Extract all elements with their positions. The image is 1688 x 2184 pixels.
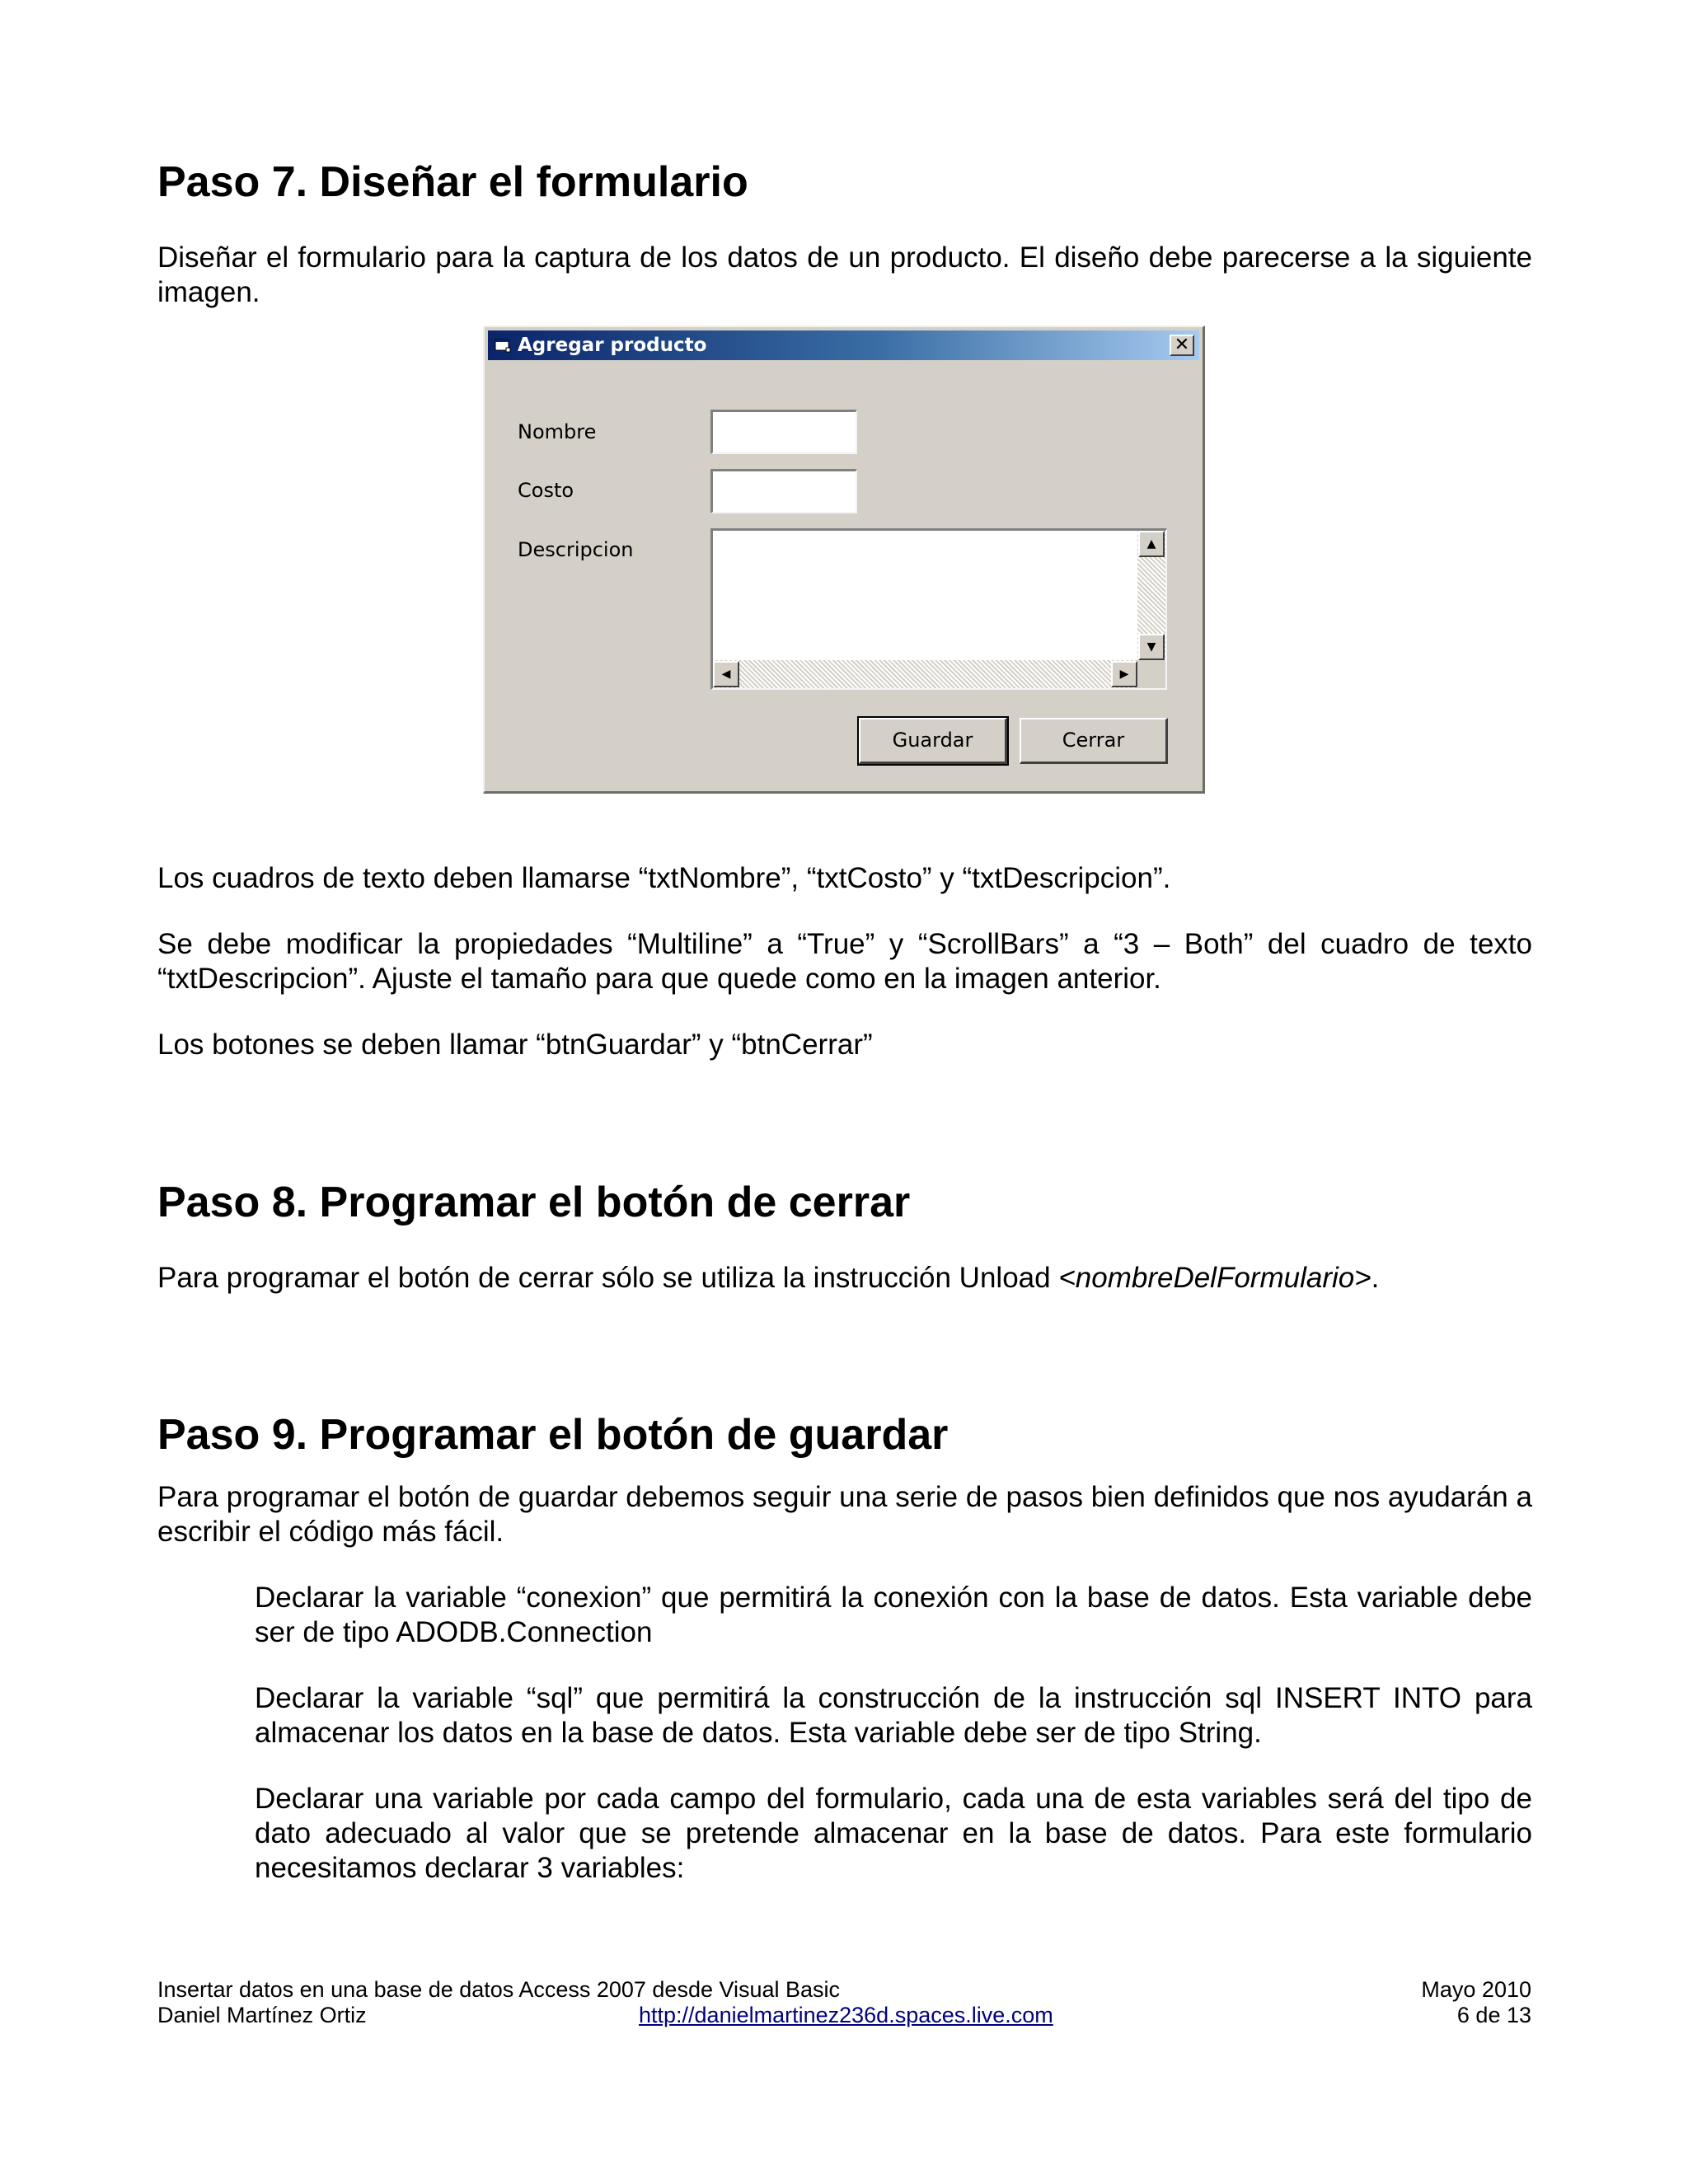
vertical-scrollbar[interactable]	[1137, 531, 1165, 660]
section-7-heading: Paso 7. Diseñar el formulario	[157, 158, 748, 206]
section-9-heading: Paso 9. Programar el botón de guardar	[157, 1411, 949, 1459]
section-8-text-end: .	[1371, 1262, 1380, 1294]
section-9-step-3: Declarar una variable por cada campo del formulario, cada una de esta variables será del tipo de dato adecuado al valor que se pretende almacenar en la base de datos. Para este formulario necesitamos declarar 3 variables:	[255, 1783, 1532, 1884]
footer-page-number: 6 de 13	[1456, 2003, 1531, 2027]
section-8-text: Para programar el botón de cerrar sólo se utiliza la instrucción Unload	[157, 1262, 1059, 1294]
horizontal-scrollbar[interactable]	[713, 660, 1137, 688]
close-icon[interactable]: ✕	[1170, 335, 1194, 356]
section-8-paragraph	[157, 1261, 1532, 1296]
section-8-heading: Paso 8. Programar el botón de cerrar	[157, 1179, 911, 1226]
section-9-step-2: Declarar la variable “sql” que permitirá la construcción de la instrucción sql INSERT INTO para almacenar los datos en la base de datos. Esta variable debe ser de tipo String.	[255, 1682, 1532, 1749]
section-7-paragraph-1: Los cuadros de texto deben llamarse “txtNombre”, “txtCosto” y “txtDescripcion”.	[157, 862, 1171, 894]
label-descripcion: Descripcion	[518, 538, 634, 561]
form-title: Agregar producto	[518, 335, 707, 356]
footer-date: Mayo 2010	[1421, 1977, 1531, 2002]
scroll-right-icon[interactable]: ▶	[1111, 661, 1137, 687]
cerrar-button[interactable]: Cerrar	[1020, 718, 1168, 764]
section-9-intro: Para programar el botón de guardar debemos seguir una serie de pasos bien definidos que nos ayudarán a escribir el código más fácil.	[157, 1481, 1532, 1548]
txt-descripcion-textarea[interactable]	[710, 528, 1167, 690]
guardar-button[interactable]: Guardar	[859, 718, 1007, 764]
scrollbar-corner	[1137, 660, 1165, 688]
vb-form-screenshot	[483, 326, 1205, 794]
form-title-bar	[488, 330, 1199, 360]
scroll-left-icon[interactable]: ◀	[713, 661, 739, 687]
section-7-intro: Diseñar el formulario para la captura de los datos de un producto. El diseño debe parecerse a la siguiente imagen.	[157, 241, 1532, 308]
label-costo: Costo	[518, 479, 574, 502]
form-icon	[495, 338, 511, 353]
txt-nombre-input[interactable]	[710, 410, 857, 454]
footer-url-link[interactable]: http://danielmartinez236d.spaces.live.com	[639, 2003, 1053, 2027]
section-7-paragraph-3: Los botones se deben llamar “btnGuardar” y “btnCerrar”	[157, 1029, 873, 1061]
section-7-paragraph-2: Se debe modificar la propiedades “Multiline” a “True” y “ScrollBars” a “3 – Both” del cuadro de texto “txtDescripcion”. Ajuste el tamaño para que quede como en la imagen anterior.	[157, 928, 1532, 995]
footer-author: Daniel Martínez Ortiz	[157, 2003, 367, 2027]
scroll-down-icon[interactable]: ▼	[1138, 634, 1165, 660]
section-9-step-1: Declarar la variable “conexion” que permitirá la conexión con la base de datos. Esta variable debe ser de tipo ADODB.Connection	[255, 1582, 1532, 1648]
label-nombre: Nombre	[518, 420, 597, 443]
footer-title: Insertar datos en una base de datos Access 2007 desde Visual Basic	[157, 1977, 841, 2002]
scroll-up-icon[interactable]: ▲	[1138, 531, 1165, 557]
txt-costo-input[interactable]	[710, 469, 857, 513]
section-8-italic-placeholder: <nombreDelFormulario>	[1058, 1262, 1372, 1294]
